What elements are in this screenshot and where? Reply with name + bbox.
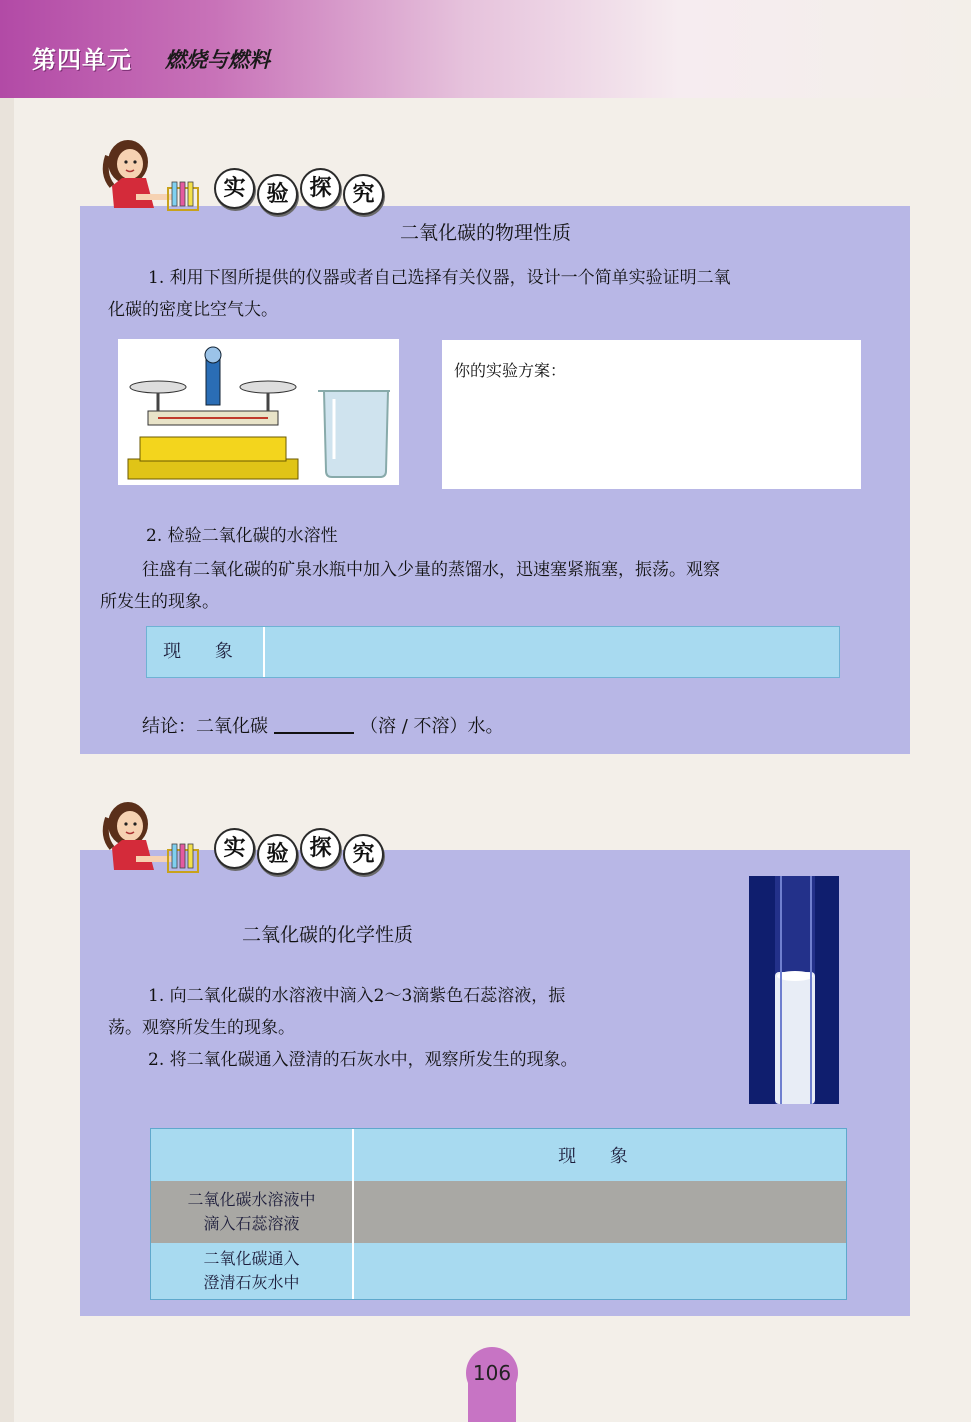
table-header-observation: 现 象 xyxy=(558,1146,642,1167)
banner-char: 探 xyxy=(300,168,341,209)
banner-char: 探 xyxy=(300,828,341,869)
banner-char: 究 xyxy=(343,174,384,215)
banner-char: 实 xyxy=(214,168,255,209)
test-tube-drawing xyxy=(749,876,839,1104)
chemical-observation-table xyxy=(150,1128,847,1300)
item2-text-line2: 所发生的现象。 xyxy=(100,592,219,612)
page-edge xyxy=(0,98,14,1422)
section-title-physical: 二氧化碳的物理性质 xyxy=(400,222,572,244)
observation-label: 现 象 xyxy=(147,627,265,677)
table-row xyxy=(151,1181,846,1243)
experiment-banner-2 xyxy=(214,828,384,869)
conclusion xyxy=(142,712,504,738)
balance-scale-icon xyxy=(118,339,399,485)
plan-label: 你的实验方案： xyxy=(454,361,567,380)
table-header-empty xyxy=(151,1129,354,1181)
experiment-banner-1 xyxy=(214,168,384,209)
row1-label-line2: 滴入石蕊溶液 xyxy=(203,1214,300,1233)
table-header-row xyxy=(151,1129,846,1181)
chem-item2-line1: 2. 将二氧化碳通入澄清的石灰水中，观察所发生的现象。 xyxy=(148,1050,578,1070)
beaker-icon xyxy=(318,391,390,477)
row2-answer-cell[interactable] xyxy=(354,1243,846,1299)
test-tube-photo xyxy=(749,876,839,1104)
observation-answer-cell[interactable] xyxy=(265,627,839,677)
test-tube-rack-icon xyxy=(168,182,198,210)
observation-table xyxy=(146,626,840,678)
chapter-header xyxy=(0,0,971,98)
chem-item1-line2: 荡。观察所发生的现象。 xyxy=(108,1018,295,1038)
item1-text-line1: 1. 利用下图所提供的仪器或者自己选择有关仪器，设计一个简单实验证明二氧 xyxy=(148,268,731,288)
unit-label: 第四单元 xyxy=(32,46,132,74)
row2-label xyxy=(151,1243,354,1299)
item2-text-line1: 往盛有二氧化碳的矿泉水瓶中加入少量的蒸馏水，迅速塞紧瓶塞，振荡。观察 xyxy=(142,560,720,580)
row2-label-line2: 澄清石灰水中 xyxy=(203,1273,300,1292)
test-tube-rack-icon xyxy=(168,844,198,872)
row1-label xyxy=(151,1181,354,1243)
experiment-plan-answer-box[interactable] xyxy=(442,340,861,489)
conclusion-suffix: （溶 / 不溶）水。 xyxy=(360,716,504,737)
banner-char: 究 xyxy=(343,834,384,875)
page-number: 106 xyxy=(466,1347,518,1399)
unit-topic: 燃烧与燃料 xyxy=(165,47,270,72)
row2-label-line1: 二氧化碳通入 xyxy=(203,1249,300,1268)
banner-char: 验 xyxy=(257,174,298,215)
girl-scientist-icon xyxy=(96,798,208,878)
girl-scientist-icon xyxy=(96,136,208,216)
row1-answer-cell[interactable] xyxy=(354,1181,846,1243)
chem-item1-line1: 1. 向二氧化碳的水溶液中滴入2～3滴紫色石蕊溶液，振 xyxy=(148,986,566,1006)
conclusion-blank[interactable] xyxy=(274,732,354,734)
conclusion-prefix: 结论：二氧化碳 xyxy=(142,716,268,737)
apparatus-image xyxy=(118,339,399,485)
banner-char: 验 xyxy=(257,834,298,875)
item2-title: 2. 检验二氧化碳的水溶性 xyxy=(146,526,338,546)
table-row xyxy=(151,1243,846,1299)
banner-char: 实 xyxy=(214,828,255,869)
item1-text-line2: 化碳的密度比空气大。 xyxy=(108,300,278,320)
section-title-chemical: 二氧化碳的化学性质 xyxy=(242,924,414,946)
row1-label-line1: 二氧化碳水溶液中 xyxy=(187,1190,316,1209)
